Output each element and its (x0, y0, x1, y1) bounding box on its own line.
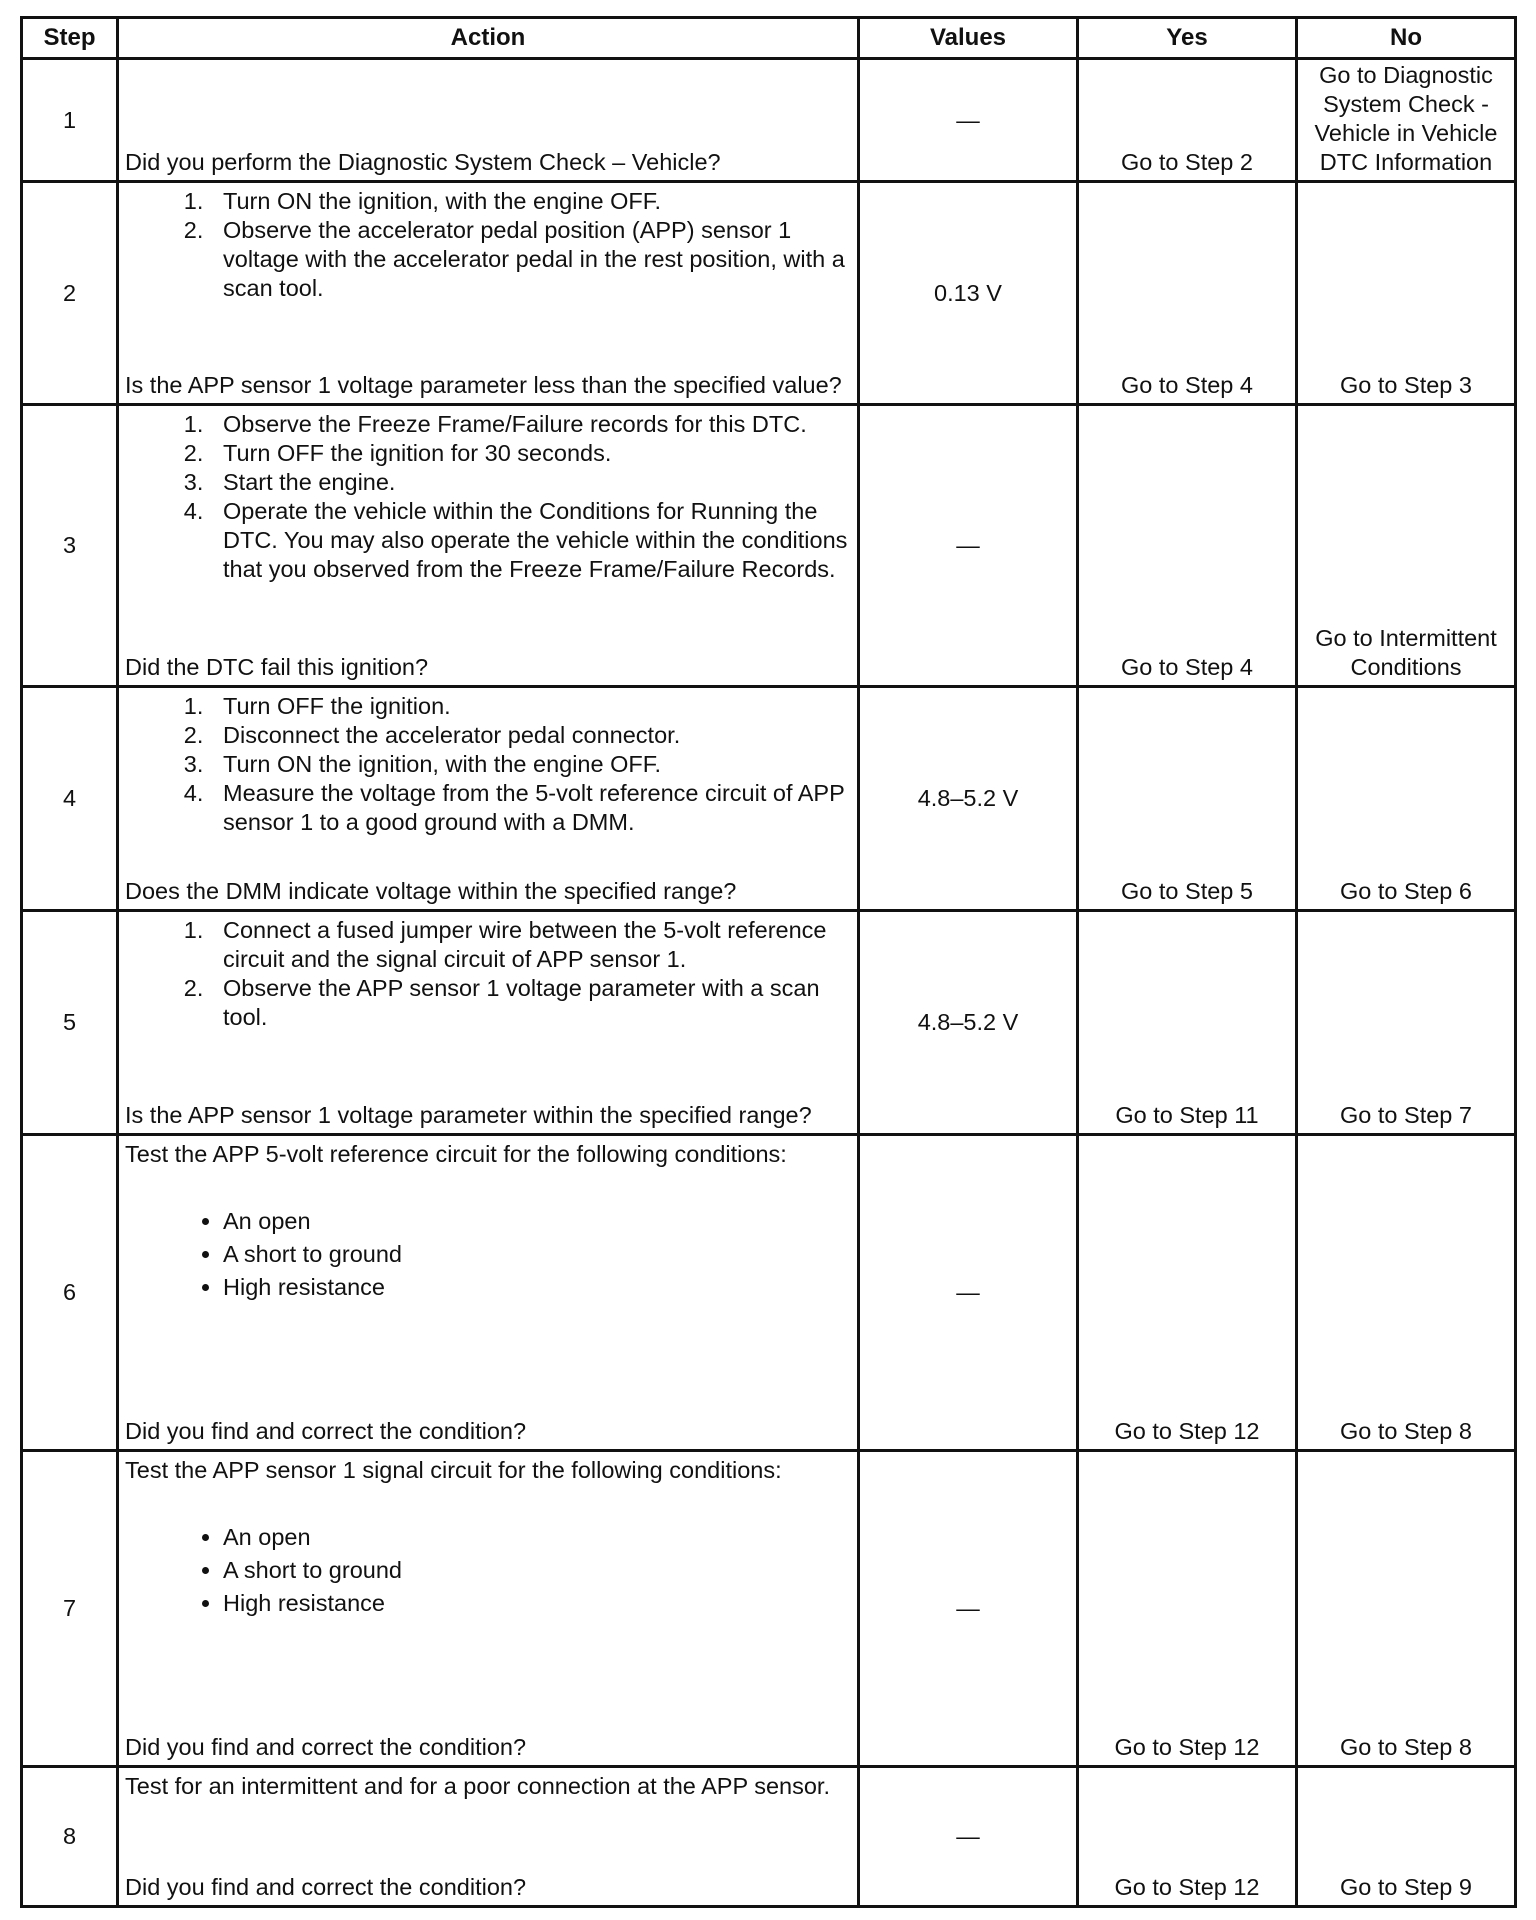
action-step: 1. Connect a fused jumper wire between the 5-volt reference circuit and the signal circuit of APP sensor 1. (223, 916, 849, 974)
value-cell: — (859, 1135, 1078, 1451)
no-cell: Go to Step 9 (1297, 1767, 1516, 1907)
value-cell: 4.8–5.2 V (859, 911, 1078, 1135)
action-steps (125, 916, 849, 1032)
header-row (22, 18, 1516, 59)
action-question: Did you find and correct the condition? (125, 1874, 527, 1900)
action-step: 3. Turn ON the ignition, with the engine OFF. (223, 750, 849, 779)
step-number: 4 (22, 687, 118, 911)
value-cell: 0.13 V (859, 182, 1078, 405)
header-yes: Yes (1078, 18, 1297, 59)
no-cell: Go to Intermittent Conditions (1297, 405, 1516, 687)
condition-list (125, 1521, 849, 1620)
action-intro: Test for an intermittent and for a poor connection at the APP sensor. (125, 1773, 830, 1799)
table-row (22, 59, 1516, 182)
no-cell: Go to Step 6 (1297, 687, 1516, 911)
action-cell (118, 182, 859, 405)
step-number: 1 (22, 59, 118, 182)
table-row (22, 182, 1516, 405)
action-step: 2. Observe the accelerator pedal position (APP) sensor 1 voltage with the accelerator pedal in the rest position, with a scan tool. (223, 216, 849, 303)
yes-cell: Go to Step 4 (1078, 182, 1297, 405)
condition-item: • A short to ground (223, 1238, 849, 1271)
step-number: 8 (22, 1767, 118, 1907)
value-cell: 4.8–5.2 V (859, 687, 1078, 911)
table-row (22, 1767, 1516, 1907)
action-question: Is the APP sensor 1 voltage parameter within the specified range? (125, 1102, 812, 1128)
yes-cell: Go to Step 5 (1078, 687, 1297, 911)
yes-cell: Go to Step 11 (1078, 911, 1297, 1135)
action-steps (125, 692, 849, 837)
value-cell: — (859, 1767, 1078, 1907)
header-values: Values (859, 18, 1078, 59)
action-question: Is the APP sensor 1 voltage parameter less than the specified value? (125, 372, 842, 398)
action-cell (118, 405, 859, 687)
header-no: No (1297, 18, 1516, 59)
header-step: Step (22, 18, 118, 59)
condition-item: • High resistance (223, 1587, 849, 1620)
step-number: 3 (22, 405, 118, 687)
action-cell (118, 1451, 859, 1767)
no-cell: Go to Diagnostic System Check - Vehicle in Vehicle DTC Information (1297, 59, 1516, 182)
action-question: Did you perform the Diagnostic System Check – Vehicle? (125, 149, 721, 175)
action-steps (125, 187, 849, 303)
action-step: 4. Measure the voltage from the 5-volt reference circuit of APP sensor 1 to a good ground with a DMM. (223, 779, 849, 837)
yes-cell: Go to Step 4 (1078, 405, 1297, 687)
no-cell: Go to Step 7 (1297, 911, 1516, 1135)
no-cell: Go to Step 8 (1297, 1135, 1516, 1451)
action-step: 2. Disconnect the accelerator pedal connector. (223, 721, 849, 750)
step-number: 6 (22, 1135, 118, 1451)
action-cell (118, 59, 859, 182)
action-question: Does the DMM indicate voltage within the specified range? (125, 878, 737, 904)
condition-list (125, 1205, 849, 1304)
value-cell: — (859, 405, 1078, 687)
action-intro: Test the APP sensor 1 signal circuit for the following conditions: (125, 1457, 782, 1483)
value-cell: — (859, 59, 1078, 182)
step-number: 7 (22, 1451, 118, 1767)
diagnostic-table (20, 16, 1517, 1908)
table-row (22, 687, 1516, 911)
action-cell (118, 1135, 859, 1451)
action-step: 1. Turn OFF the ignition. (223, 692, 849, 721)
condition-item: • An open (223, 1521, 849, 1554)
no-cell: Go to Step 8 (1297, 1451, 1516, 1767)
action-step: 1. Turn ON the ignition, with the engine OFF. (223, 187, 849, 216)
step-number: 2 (22, 182, 118, 405)
table-row (22, 911, 1516, 1135)
yes-cell: Go to Step 2 (1078, 59, 1297, 182)
condition-item: • An open (223, 1205, 849, 1238)
header-action: Action (118, 18, 859, 59)
action-intro: Test the APP 5-volt reference circuit for the following conditions: (125, 1141, 787, 1167)
step-number: 5 (22, 911, 118, 1135)
yes-cell: Go to Step 12 (1078, 1767, 1297, 1907)
table-row (22, 405, 1516, 687)
yes-cell: Go to Step 12 (1078, 1451, 1297, 1767)
action-step: 1. Observe the Freeze Frame/Failure records for this DTC. (223, 410, 849, 439)
action-question: Did you find and correct the condition? (125, 1734, 527, 1760)
action-question: Did you find and correct the condition? (125, 1418, 527, 1444)
yes-cell: Go to Step 12 (1078, 1135, 1297, 1451)
action-step: 2. Observe the APP sensor 1 voltage parameter with a scan tool. (223, 974, 849, 1032)
action-steps (125, 410, 849, 584)
condition-item: • High resistance (223, 1271, 849, 1304)
action-cell (118, 687, 859, 911)
action-cell (118, 911, 859, 1135)
action-step: 4. Operate the vehicle within the Conditions for Running the DTC. You may also operate the vehicle within the conditions that you observed from the Freeze Frame/Failure Records. (223, 497, 849, 584)
action-step: 2. Turn OFF the ignition for 30 seconds. (223, 439, 849, 468)
action-cell (118, 1767, 859, 1907)
condition-item: • A short to ground (223, 1554, 849, 1587)
no-cell: Go to Step 3 (1297, 182, 1516, 405)
action-step: 3. Start the engine. (223, 468, 849, 497)
action-question: Did the DTC fail this ignition? (125, 654, 429, 680)
table-row (22, 1135, 1516, 1451)
table-row (22, 1451, 1516, 1767)
value-cell: — (859, 1451, 1078, 1767)
